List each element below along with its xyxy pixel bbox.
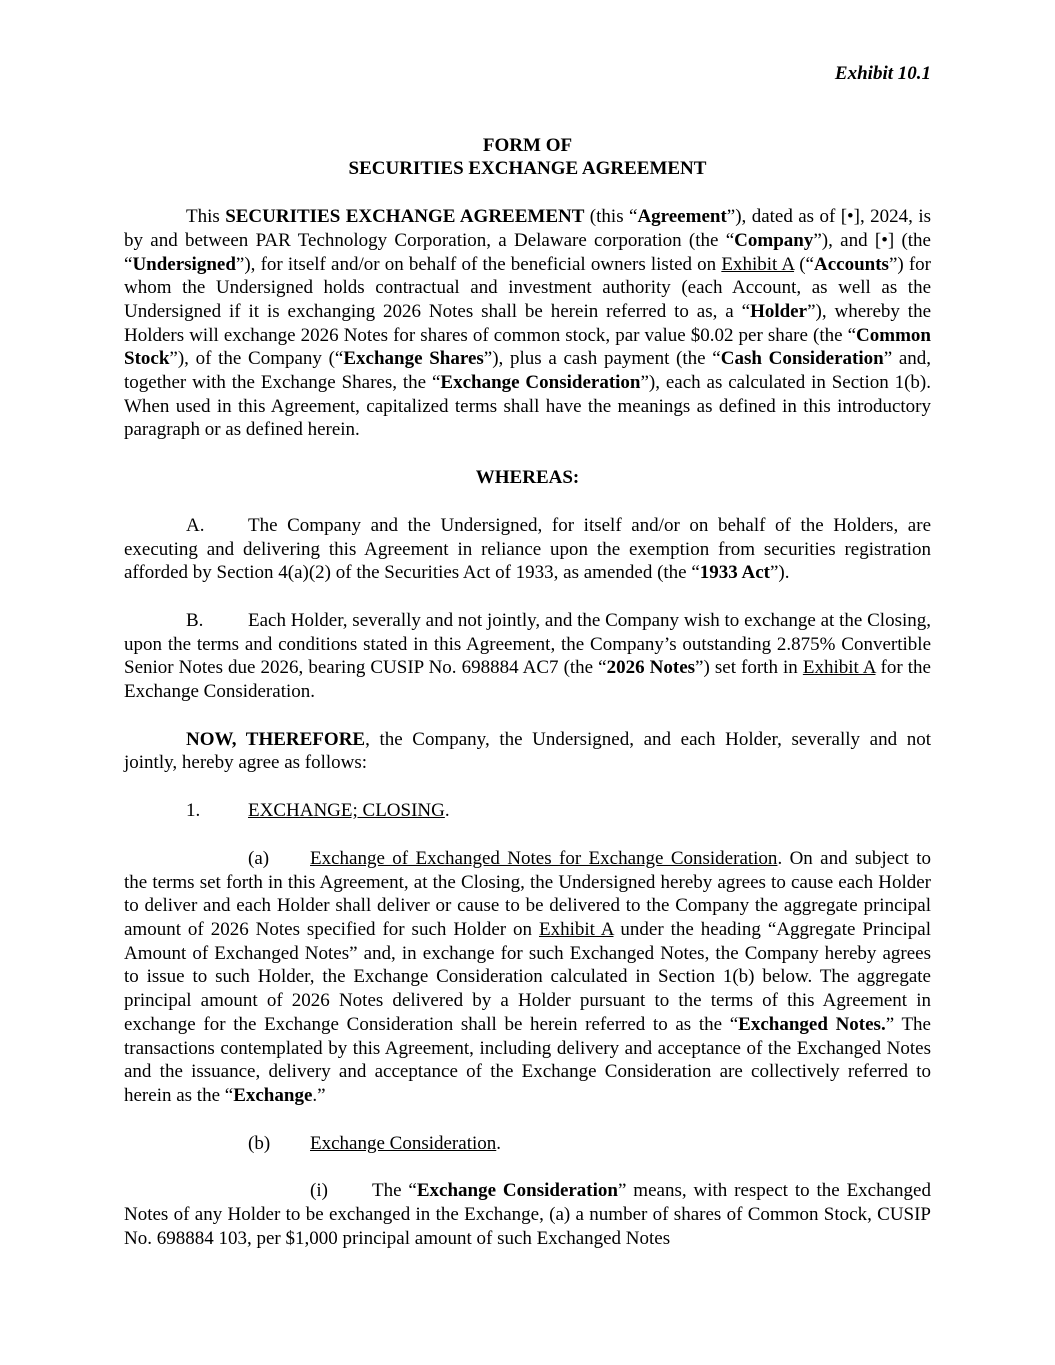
title-line-1: FORM OF bbox=[482, 134, 573, 156]
exhibit-label: Exhibit 10.1 bbox=[834, 63, 931, 84]
section-1b-heading: (b) Exchange Consideration. bbox=[248, 1132, 502, 1154]
section-1a-title: Exchange of Exchanged Notes for Exchange Consideration bbox=[310, 847, 778, 869]
exhibit-a-ref: Exhibit A bbox=[538, 918, 614, 940]
document-page bbox=[124, 62, 931, 1250]
document-title bbox=[124, 134, 931, 181]
section-1-title: EXCHANGE; CLOSING bbox=[248, 800, 445, 822]
section-1-label: 1. bbox=[186, 800, 201, 822]
title-line-2: SECURITIES EXCHANGE AGREEMENT bbox=[348, 158, 707, 180]
whereas-heading: WHEREAS: bbox=[475, 467, 580, 489]
section-1b-i-paragraph: (i) The “Exchange Consideration” means, with respect to the Exchanged Notes of any Holder to be exchanged in the Exchange, (a) a number of shares of Common Stock, CUSIP No. 698884 103, per $1,000 principal amount of such Exchanged Notes bbox=[124, 1180, 931, 1249]
section-1-heading: 1. EXCHANGE; CLOSING. bbox=[186, 800, 450, 822]
exhibit-a-ref: Exhibit A bbox=[802, 657, 876, 679]
intro-paragraph: This SECURITIES EXCHANGE AGREEMENT (this “Agreement”), dated as of [•], 2024, is by and between PAR Technology Corporation, a Delaware corporation (the “Company”), and [•] (the “Undersigned”), for itself and/or on behalf of the beneficial owners listed on Exhibit A (“Accounts”) for whom the Undersigned holds contractual and investment authority (each Account, as well as the Undersigned if it is exchanging 2026 Notes shall be herein referred to as, a “Holder”), whereby the Holders will exchange 2026 Notes for shares of common stock, par value $0.02 per share (the “Common Stock”), of the Company (“Exchange Shares”), plus a cash payment (the “Cash Consideration” and, together with the Exchange Shares, the “Exchange Consideration”), each as calculated in Section 1(b). When used in this Agreement, capitalized terms shall have the meanings as defined in this introductory paragraph or as defined herein. bbox=[124, 206, 932, 441]
now-therefore-paragraph: NOW, THEREFORE, the Company, the Undersigned, and each Holder, severally and not jointly, hereby agree as follows: bbox=[124, 728, 931, 774]
section-1a-label: (a) bbox=[248, 847, 270, 869]
recital-b-label: B. bbox=[186, 609, 204, 631]
recital-a-label: A. bbox=[186, 514, 205, 536]
recital-a: A. The Company and the Undersigned, for itself and/or on behalf of the Holders, are executing and delivering this Agreement in reliance upon the exemption from securities registration afforded by Section 4(a)(2) of the Securities Act of 1933, as amended (the “1933 Act”). bbox=[124, 514, 931, 584]
exhibit-a-ref: Exhibit A bbox=[721, 253, 795, 275]
section-1b-label: (b) bbox=[248, 1132, 271, 1154]
recital-b: B. Each Holder, severally and not jointly, and the Company wish to exchange at the Closing, upon the terms and conditions stated in this Agreement, the Company’s outstanding 2.875% Convertible Senior Notes due 2026, bearing CUSIP No. 698884 AC7 (the “2026 Notes”) set forth in Exhibit A for the Exchange Consideration. bbox=[124, 609, 931, 703]
section-1b-i-label: (i) bbox=[310, 1180, 328, 1202]
section-1a-paragraph: (a) Exchange of Exchanged Notes for Exchange Consideration. On and subject to the terms set forth in this Agreement, at the Closing, the Undersigned hereby agrees to cause each Holder to deliver and each Holder shall deliver or cause to be delivered to the Company the aggregate principal amount of 2026 Notes specified for such Holder on Exhibit A under the heading “Aggregate Principal Amount of Exchanged Notes” and, in exchange for such Exchanged Notes, the Company hereby agrees to issue to such Holder, the Exchange Consideration calculated in Section 1(b) below. The aggregate principal amount of 2026 Notes delivered by a Holder pursuant to the terms of this Agreement in exchange for the Exchange Consideration shall be herein referred to as the “Exchanged Notes.” The transactions contemplated by this Agreement, including delivery and acceptance of the Exchanged Notes and the issuance, delivery and acceptance of the Exchange Consideration are collectively referred to herein as the “Exchange.” bbox=[124, 847, 931, 1106]
section-1b-title: Exchange Consideration bbox=[310, 1132, 497, 1154]
